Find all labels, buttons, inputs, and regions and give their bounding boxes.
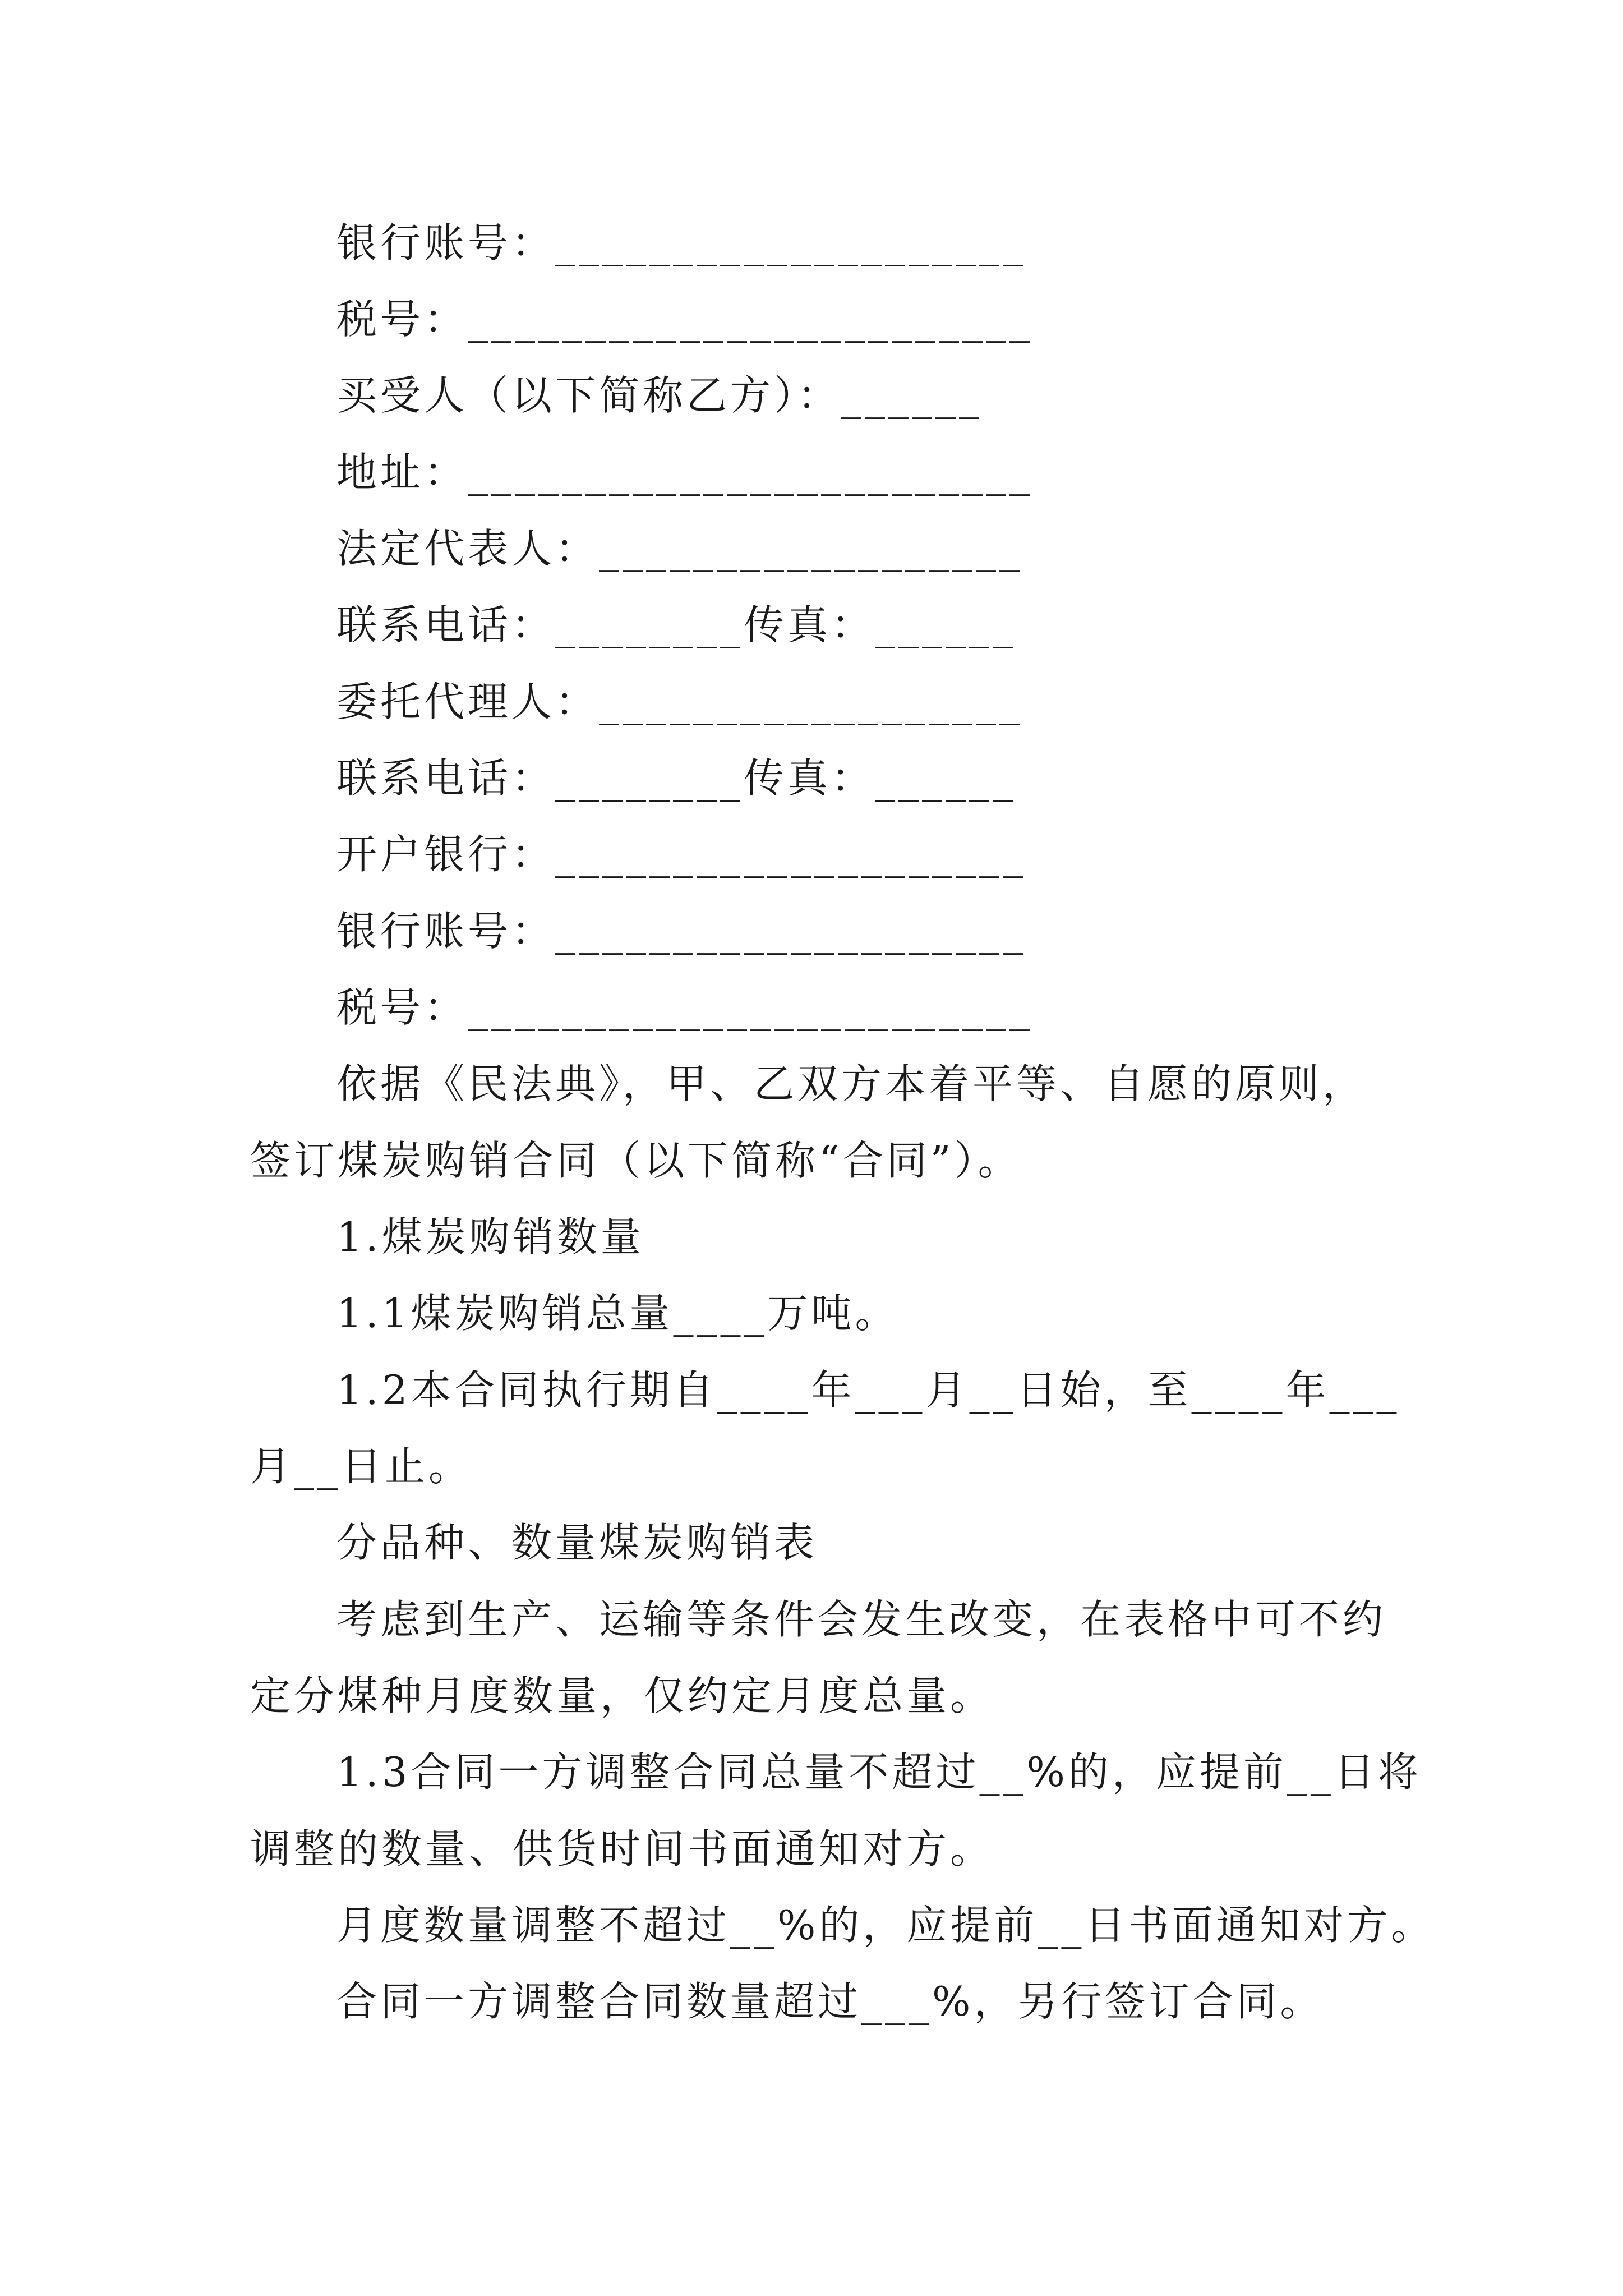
field-address: 地址：________________________ (336, 449, 1034, 496)
clause-1-3-line1: 1.3合同一方调整合同总量不超过__%的，应提前__日将 (336, 1749, 1422, 1796)
field-tax-id-a: 税号：________________________ (336, 296, 1034, 343)
monthly-adjustment: 月度数量调整不超过__%的，应提前__日书面通知对方。 (336, 1902, 1435, 1949)
clause-1-3-line2: 调整的数量、供货时间书面通知对方。 (250, 1825, 994, 1872)
paragraph-basis-line1: 依据《民法典》，甲、乙双方本着平等、自愿的原则， (336, 1060, 1367, 1107)
clause-1-1: 1.1煤炭购销总量____万吨。 (336, 1290, 899, 1337)
note-line2: 定分煤种月度数量，仅约定月度总量。 (250, 1672, 994, 1719)
field-tax-id-b: 税号：________________________ (336, 984, 1034, 1031)
field-phone-fax-b: 联系电话：________传真：______ (336, 754, 1017, 802)
field-legal-representative: 法定代表人：__________________ (336, 525, 1023, 572)
field-bank-account-b: 银行账号：____________________ (336, 908, 1027, 955)
paragraph-basis-line2: 签订煤炭购销合同（以下简称“合同”）。 (250, 1137, 1022, 1184)
field-bank-account-a: 银行账号：____________________ (336, 219, 1027, 266)
clause-1-2-line1: 1.2本合同执行期自____年___月__日始，至____年___ (336, 1366, 1400, 1414)
field-buyer: 买受人（以下简称乙方）：______ (336, 372, 983, 419)
note-line1: 考虑到生产、运输等条件会发生改变，在表格中可不约 (336, 1596, 1387, 1643)
clause-1-2-line2: 月__日止。 (250, 1443, 473, 1490)
section-heading-quantity: 1.煤炭购销数量 (336, 1213, 644, 1260)
field-phone-fax-a: 联系电话：________传真：______ (336, 601, 1017, 648)
table-caption: 分品种、数量煤炭购销表 (336, 1519, 818, 1566)
excess-adjustment: 合同一方调整合同数量超过___%，另行签订合同。 (336, 1978, 1324, 2025)
field-bank: 开户银行：____________________ (336, 831, 1027, 878)
field-agent: 委托代理人：__________________ (336, 678, 1023, 725)
